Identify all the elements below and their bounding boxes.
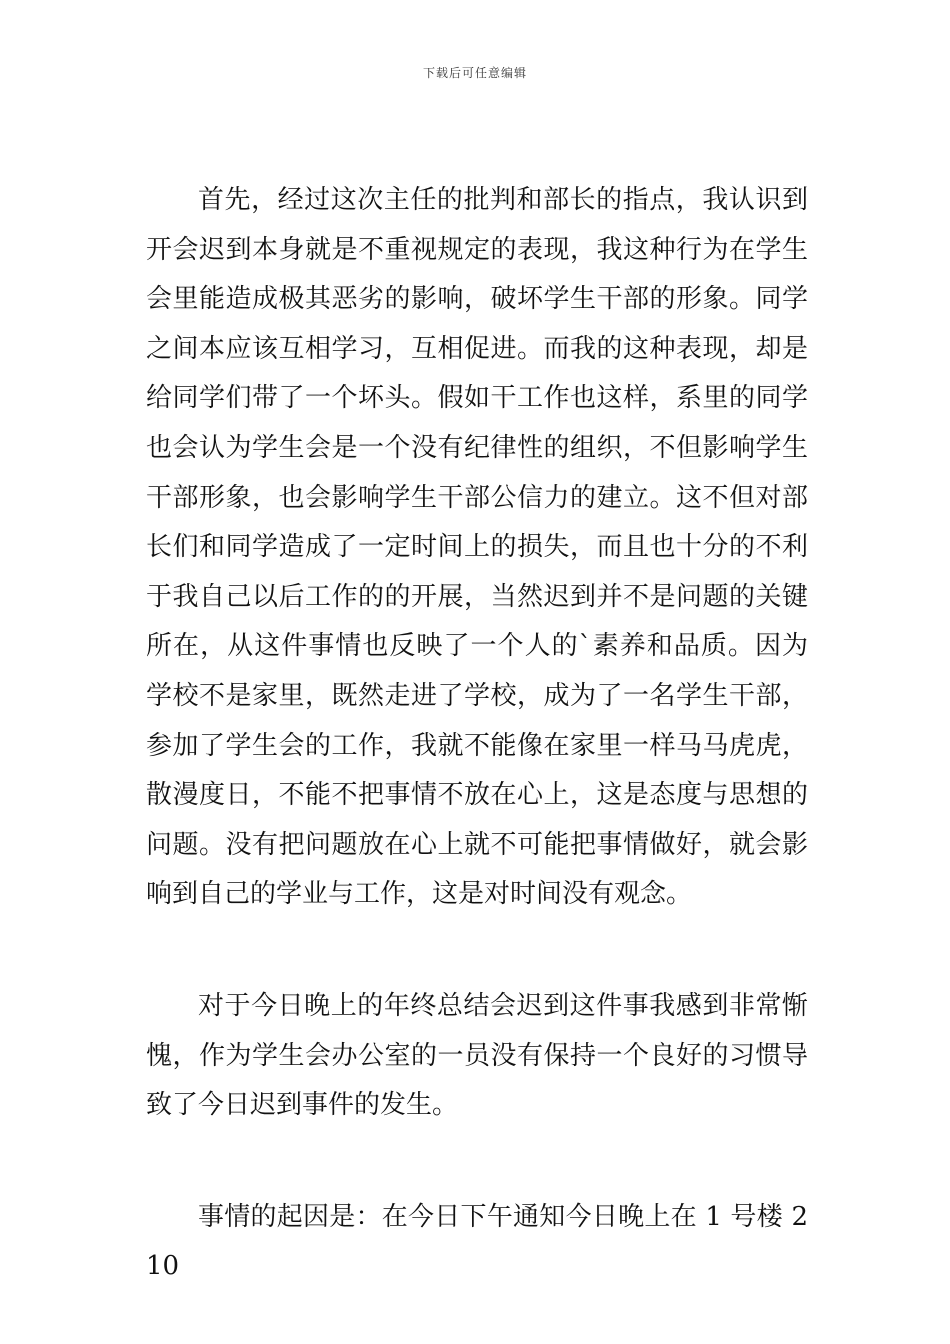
page-header: 下载后可任意编辑 [422,66,527,80]
document-body [146,176,808,1292]
paragraph-3: 事情的起因是：在今日下午通知今日晚上在 1 号楼 210 [146,1201,808,1282]
paragraph-2: 对于今日晚上的年终总结会迟到这件事我感到非常惭愧，作为学生会办公室的一员没有保持一个良好的习惯导致了今日迟到事件的发生。 [146,990,808,1121]
paragraph-1: 首先，经过这次主任的批判和部长的指点，我认识到开会迟到本身就是不重视规定的表现，我这种行为在学生会里能造成极其恶劣的影响，破坏学生干部的形象。同学之间本应该互相学习，互相促进。而我的这种表现，却是给同学们带了一个坏头。假如干工作也这样，系里的同学也会认为学生会是一个没有纪律性的组织，不但影响学生干部形象，也会影响学生干部公信力的建立。这不但对部长们和同学造成了一定时间上的损失，而且也十分的不利于我自己以后工作的的开展，当然迟到并不是问题的关键所在，从这件事情也反映了一个人的`素养和品质。因为学校不是家里，既然走进了学校，成为了一名学生干部，参加了学生会的工作，我就不能像在家里一样马马虎虎，散漫度日，不能不把事情不放在心上，这是态度与思想的问题。没有把问题放在心上就不可能把事情做好，就会影响到自己的学业与工作，这是对时间没有观念。 [146,185,808,910]
